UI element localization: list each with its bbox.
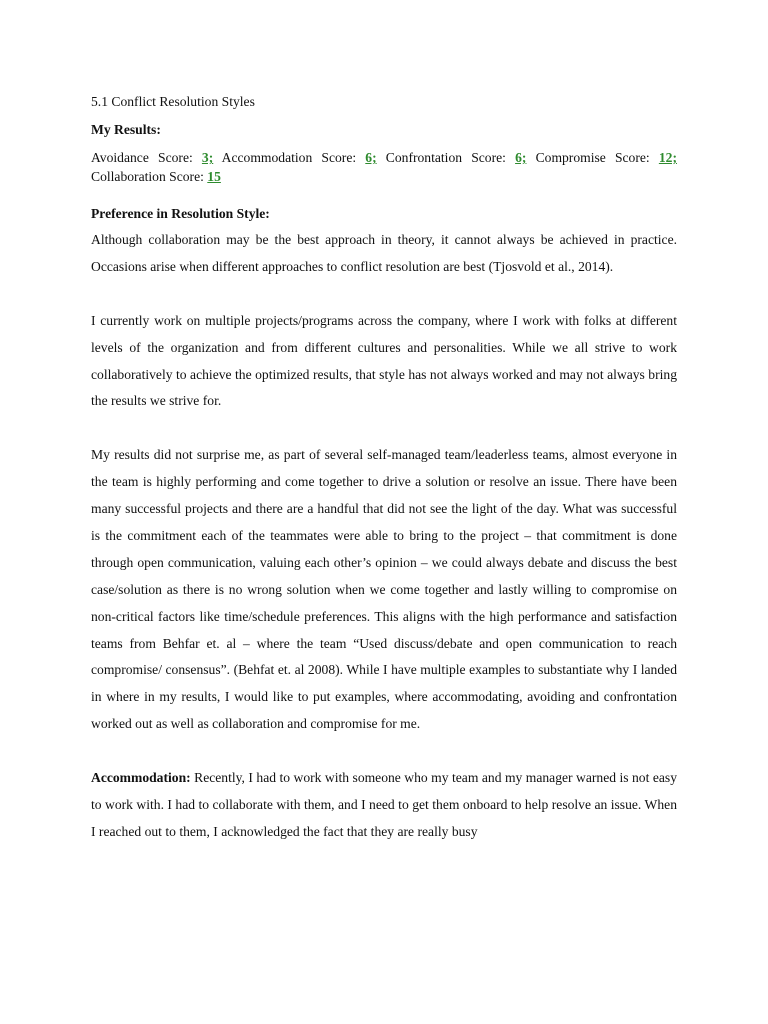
results-heading: My Results: bbox=[91, 122, 161, 137]
compromise-score-label: Compromise Score: bbox=[535, 150, 650, 165]
avoidance-score-value: 3; bbox=[201, 150, 214, 165]
document-body bbox=[91, 92, 677, 846]
paragraph-theory: Although collaboration may be the best approach in theory, it cannot always be achieved in practice. Occasions arise when different approaches to conflict resolution are best (Tjosvold et al., 2014). bbox=[91, 232, 677, 274]
confrontation-score-label: Confrontation Score: bbox=[385, 150, 506, 165]
collaboration-score-value: 15 bbox=[207, 169, 221, 184]
paragraph-current-work: I currently work on multiple projects/programs across the company, where I work with folks at different levels of the organization and from different cultures and personalities. While we all strive to work collaboratively to achieve the optimized results, that style has not always worked and may not always bring the results we strive for. bbox=[91, 312, 677, 409]
confrontation-score-value: 6; bbox=[515, 150, 527, 165]
avoidance-score-label: Avoidance Score: bbox=[91, 150, 193, 165]
section-title: 5.1 Conflict Resolution Styles bbox=[91, 94, 255, 109]
accommodation-text: Recently, I had to work with someone who my team and my manager warned is not easy to work with. I had to collaborate with them, and I need to get them onboard to help resolve an issue. When I reached out to them, I acknowledged the fact that they are really busy bbox=[91, 770, 677, 839]
collaboration-score-label: Collaboration Score: bbox=[91, 169, 204, 184]
scores-line bbox=[91, 148, 677, 186]
accommodation-score-value: 6; bbox=[365, 150, 377, 165]
paragraph-accommodation bbox=[91, 765, 677, 846]
accommodation-score-label: Accommodation Score: bbox=[221, 150, 357, 165]
compromise-score-value: 12; bbox=[658, 150, 677, 165]
paragraph-results: My results did not surprise me, as part of several self-managed team/leaderless teams, almost everyone in the team is highly performing and come together to drive a solution or resolve an issue. There have been many successful projects and there are a handful that did not see the light of the day. What was successful is the commitment each of the teammates were able to bring to the project – that commitment is done through open communication, valuing each other’s opinion – we could always debate and discuss the best case/solution as there is no wrong solution when we come together and lastly willing to compromise on non-critical factors like time/schedule preferences. This aligns with the high performance and satisfaction teams from Behfar et. al – where the team “Used discuss/debate and open communication to reach compromise/ consensus”. (Behfat et. al 2008). While I have multiple examples to substantiate why I landed in where in my results, I would like to put examples, where accommodating, avoiding and confrontation worked out as well as collaboration and compromise for me. bbox=[91, 447, 677, 732]
preference-heading: Preference in Resolution Style: bbox=[91, 206, 270, 221]
accommodation-label: Accommodation: bbox=[91, 770, 191, 786]
